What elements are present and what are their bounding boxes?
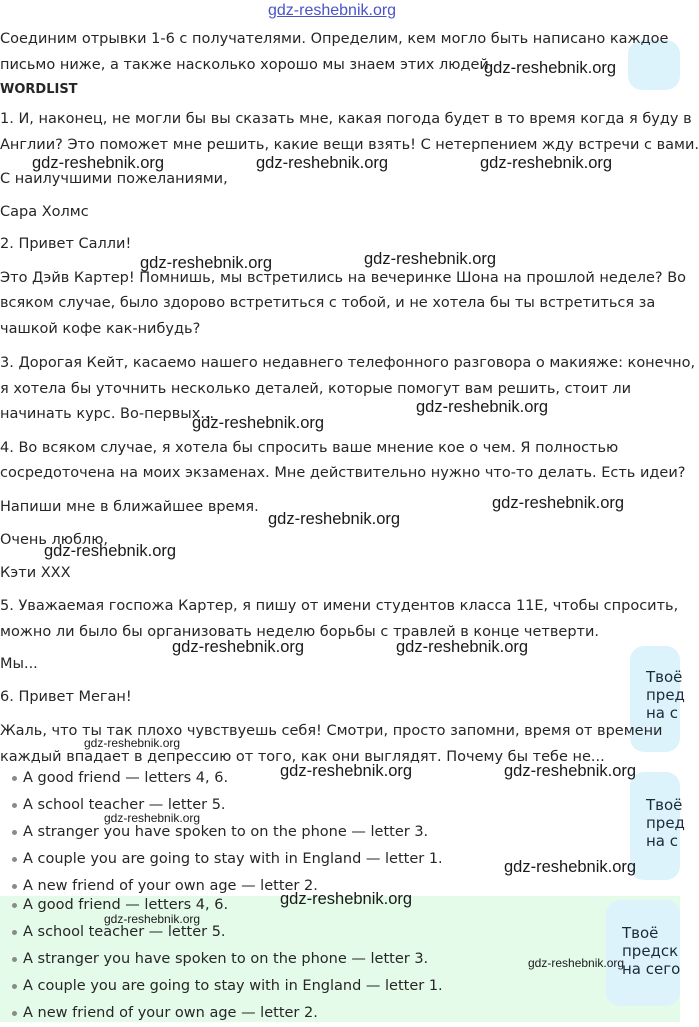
watermark: gdz-reshebnik.org xyxy=(172,638,305,656)
watermark: gdz-reshebnik.org xyxy=(416,398,549,416)
letter-2-line-3: чашкой кофе как-нибудь? xyxy=(0,321,201,337)
letter-2-line-1: Это Дэйв Картер! Помнишь, мы встретились на вечеринке Шона на прошлой неделе? Во xyxy=(0,270,687,286)
watermark: gdz-reshebnik.org xyxy=(484,59,617,77)
side-card-1-line2: пред xyxy=(646,686,685,704)
bullet-icon xyxy=(12,957,17,962)
watermark: gdz-reshebnik.org xyxy=(268,510,401,528)
watermark: gdz-reshebnik.org xyxy=(504,762,637,780)
bullet-icon xyxy=(12,857,17,862)
watermark: gdz-reshebnik.org xyxy=(140,254,273,272)
list-item xyxy=(0,819,443,846)
side-card-1-line1: Твоё xyxy=(646,668,683,686)
letter-1-signature: Сара Холмс xyxy=(0,204,89,220)
answer-text: A good friend — letters 4, 6. xyxy=(23,897,229,913)
side-card-1-line3: на с xyxy=(646,704,679,722)
list-item xyxy=(0,792,443,819)
watermark: gdz-reshebnik.org xyxy=(280,890,413,908)
letter-6-greeting: 6. Привет Меган! xyxy=(0,689,132,705)
side-card-2-line3: на с xyxy=(646,832,679,850)
list-item xyxy=(0,919,443,946)
answer-text: A new friend of your own age — letter 2. xyxy=(23,878,318,894)
watermark: gdz-reshebnik.org xyxy=(280,762,413,780)
bullet-icon xyxy=(12,803,17,808)
watermark: gdz-reshebnik.org xyxy=(32,154,165,172)
letter-6-line-2: каждый впадает в депрессию от того, как они выглядят. Почему бы тебе не... xyxy=(0,749,605,765)
answer-text: A new friend of your own age — letter 2. xyxy=(23,1005,318,1021)
letter-3-line-2: я хотела бы уточнить несколько деталей, которые помогут вам решить, стоит ли xyxy=(0,381,632,397)
letter-1-line-1: 1. И, наконец, не могли бы вы сказать мне, какая погода будет в то время когда я буду в xyxy=(0,111,692,127)
watermark: gdz-reshebnik.org xyxy=(104,811,201,825)
answer-text: A school teacher — letter 5. xyxy=(23,797,226,813)
letter-5-line-3: Мы... xyxy=(0,656,38,672)
watermark: gdz-reshebnik.org xyxy=(504,858,637,876)
letter-3-line-1: 3. Дорогая Кейт, касаемо нашего недавнего телефонного разговора о макияже: конечно, xyxy=(0,355,696,371)
letter-5-line-1: 5. Уважаемая госпожа Картер, я пишу от имени студентов класса 11Е, чтобы спросить, xyxy=(0,598,679,614)
answer-text: A stranger you have spoken to on the phone — letter 3. xyxy=(23,951,429,967)
letter-4-line-4: Очень люблю, xyxy=(0,532,109,548)
watermark: gdz-reshebnik.org xyxy=(44,542,177,560)
watermark: gdz-reshebnik.org xyxy=(84,736,181,750)
letter-4-signature: Кэти ХХХ xyxy=(0,565,71,581)
watermark: gdz-reshebnik.org xyxy=(192,414,325,432)
intro-line-1: Соединим отрывки 1-6 с получателями. Определим, кем могло быть написано каждое xyxy=(0,31,669,47)
letter-1-line-2: Англии? Это поможет мне решить, какие вещи взять! С нетерпением жду встречи с вами. xyxy=(0,137,699,153)
bullet-icon xyxy=(12,1011,17,1016)
side-card-3-line1: Твоё xyxy=(622,924,659,942)
letter-4-line-1: 4. Во всяком случае, я хотела бы спросить ваше мнение кое о чем. Я полностью xyxy=(0,440,619,456)
letter-2-greeting: 2. Привет Салли! xyxy=(0,236,132,252)
bullet-icon xyxy=(12,984,17,989)
side-card-3-line2: предск xyxy=(622,942,679,960)
bullet-icon xyxy=(12,776,17,781)
list-item xyxy=(0,1000,443,1027)
list-item xyxy=(0,846,443,873)
list-item xyxy=(0,973,443,1000)
watermark: gdz-reshebnik.org xyxy=(528,956,625,970)
bullet-icon xyxy=(12,903,17,908)
list-item xyxy=(0,946,443,973)
answer-text: A good friend — letters 4, 6. xyxy=(23,770,229,786)
letter-6-line-1: Жаль, что ты так плохо чувствуешь себя! Смотри, просто запомни, время от времени xyxy=(0,723,663,739)
letter-2-line-2: всяком случае, было здорово встретиться с тобой, и не хотела бы ты встретиться за xyxy=(0,295,656,311)
side-card-2[interactable] xyxy=(630,772,685,880)
bullet-icon xyxy=(12,830,17,835)
site-link[interactable]: gdz-reshebnik.org xyxy=(268,2,397,19)
answers-list xyxy=(0,765,443,900)
side-card-2-line2: пред xyxy=(646,814,685,832)
answer-text: A school teacher — letter 5. xyxy=(23,924,226,940)
letter-3-line-3: начинать курс. Во-первых... xyxy=(0,406,215,422)
side-card-2-line1: Твоё xyxy=(646,796,683,814)
letter-5-line-2: можно ли было бы организовать неделю борьбы с травлей в конце четверти. xyxy=(0,624,599,640)
bullet-icon xyxy=(12,884,17,889)
watermark: gdz-reshebnik.org xyxy=(396,638,529,656)
watermark: gdz-reshebnik.org xyxy=(364,250,497,268)
watermark: gdz-reshebnik.org xyxy=(480,154,613,172)
answers-list-repeat xyxy=(0,892,443,1027)
answer-text: A couple you are going to stay with in England — letter 1. xyxy=(23,851,443,867)
letter-4-line-2: сосредоточена на моих экзаменах. Мне действительно нужно что-то делать. Есть идеи? xyxy=(0,465,686,481)
answer-text: A stranger you have spoken to on the phone — letter 3. xyxy=(23,824,429,840)
bullet-icon xyxy=(12,930,17,935)
letter-4-line-3: Напиши мне в ближайшее время. xyxy=(0,499,259,515)
side-card-3[interactable] xyxy=(606,900,680,1006)
letter-1-line-3: С наилучшими пожеланиями, xyxy=(0,171,228,187)
answer-text: A couple you are going to stay with in England — letter 1. xyxy=(23,978,443,994)
watermark: gdz-reshebnik.org xyxy=(104,912,201,926)
watermark: gdz-reshebnik.org xyxy=(256,154,389,172)
wordlist-heading: WORDLIST xyxy=(0,82,78,97)
intro-line-2: письмо ниже, а также насколько хорошо мы знаем этих людей. xyxy=(0,57,494,73)
side-card-3-line3: на сего xyxy=(622,960,681,978)
watermark: gdz-reshebnik.org xyxy=(492,494,625,512)
